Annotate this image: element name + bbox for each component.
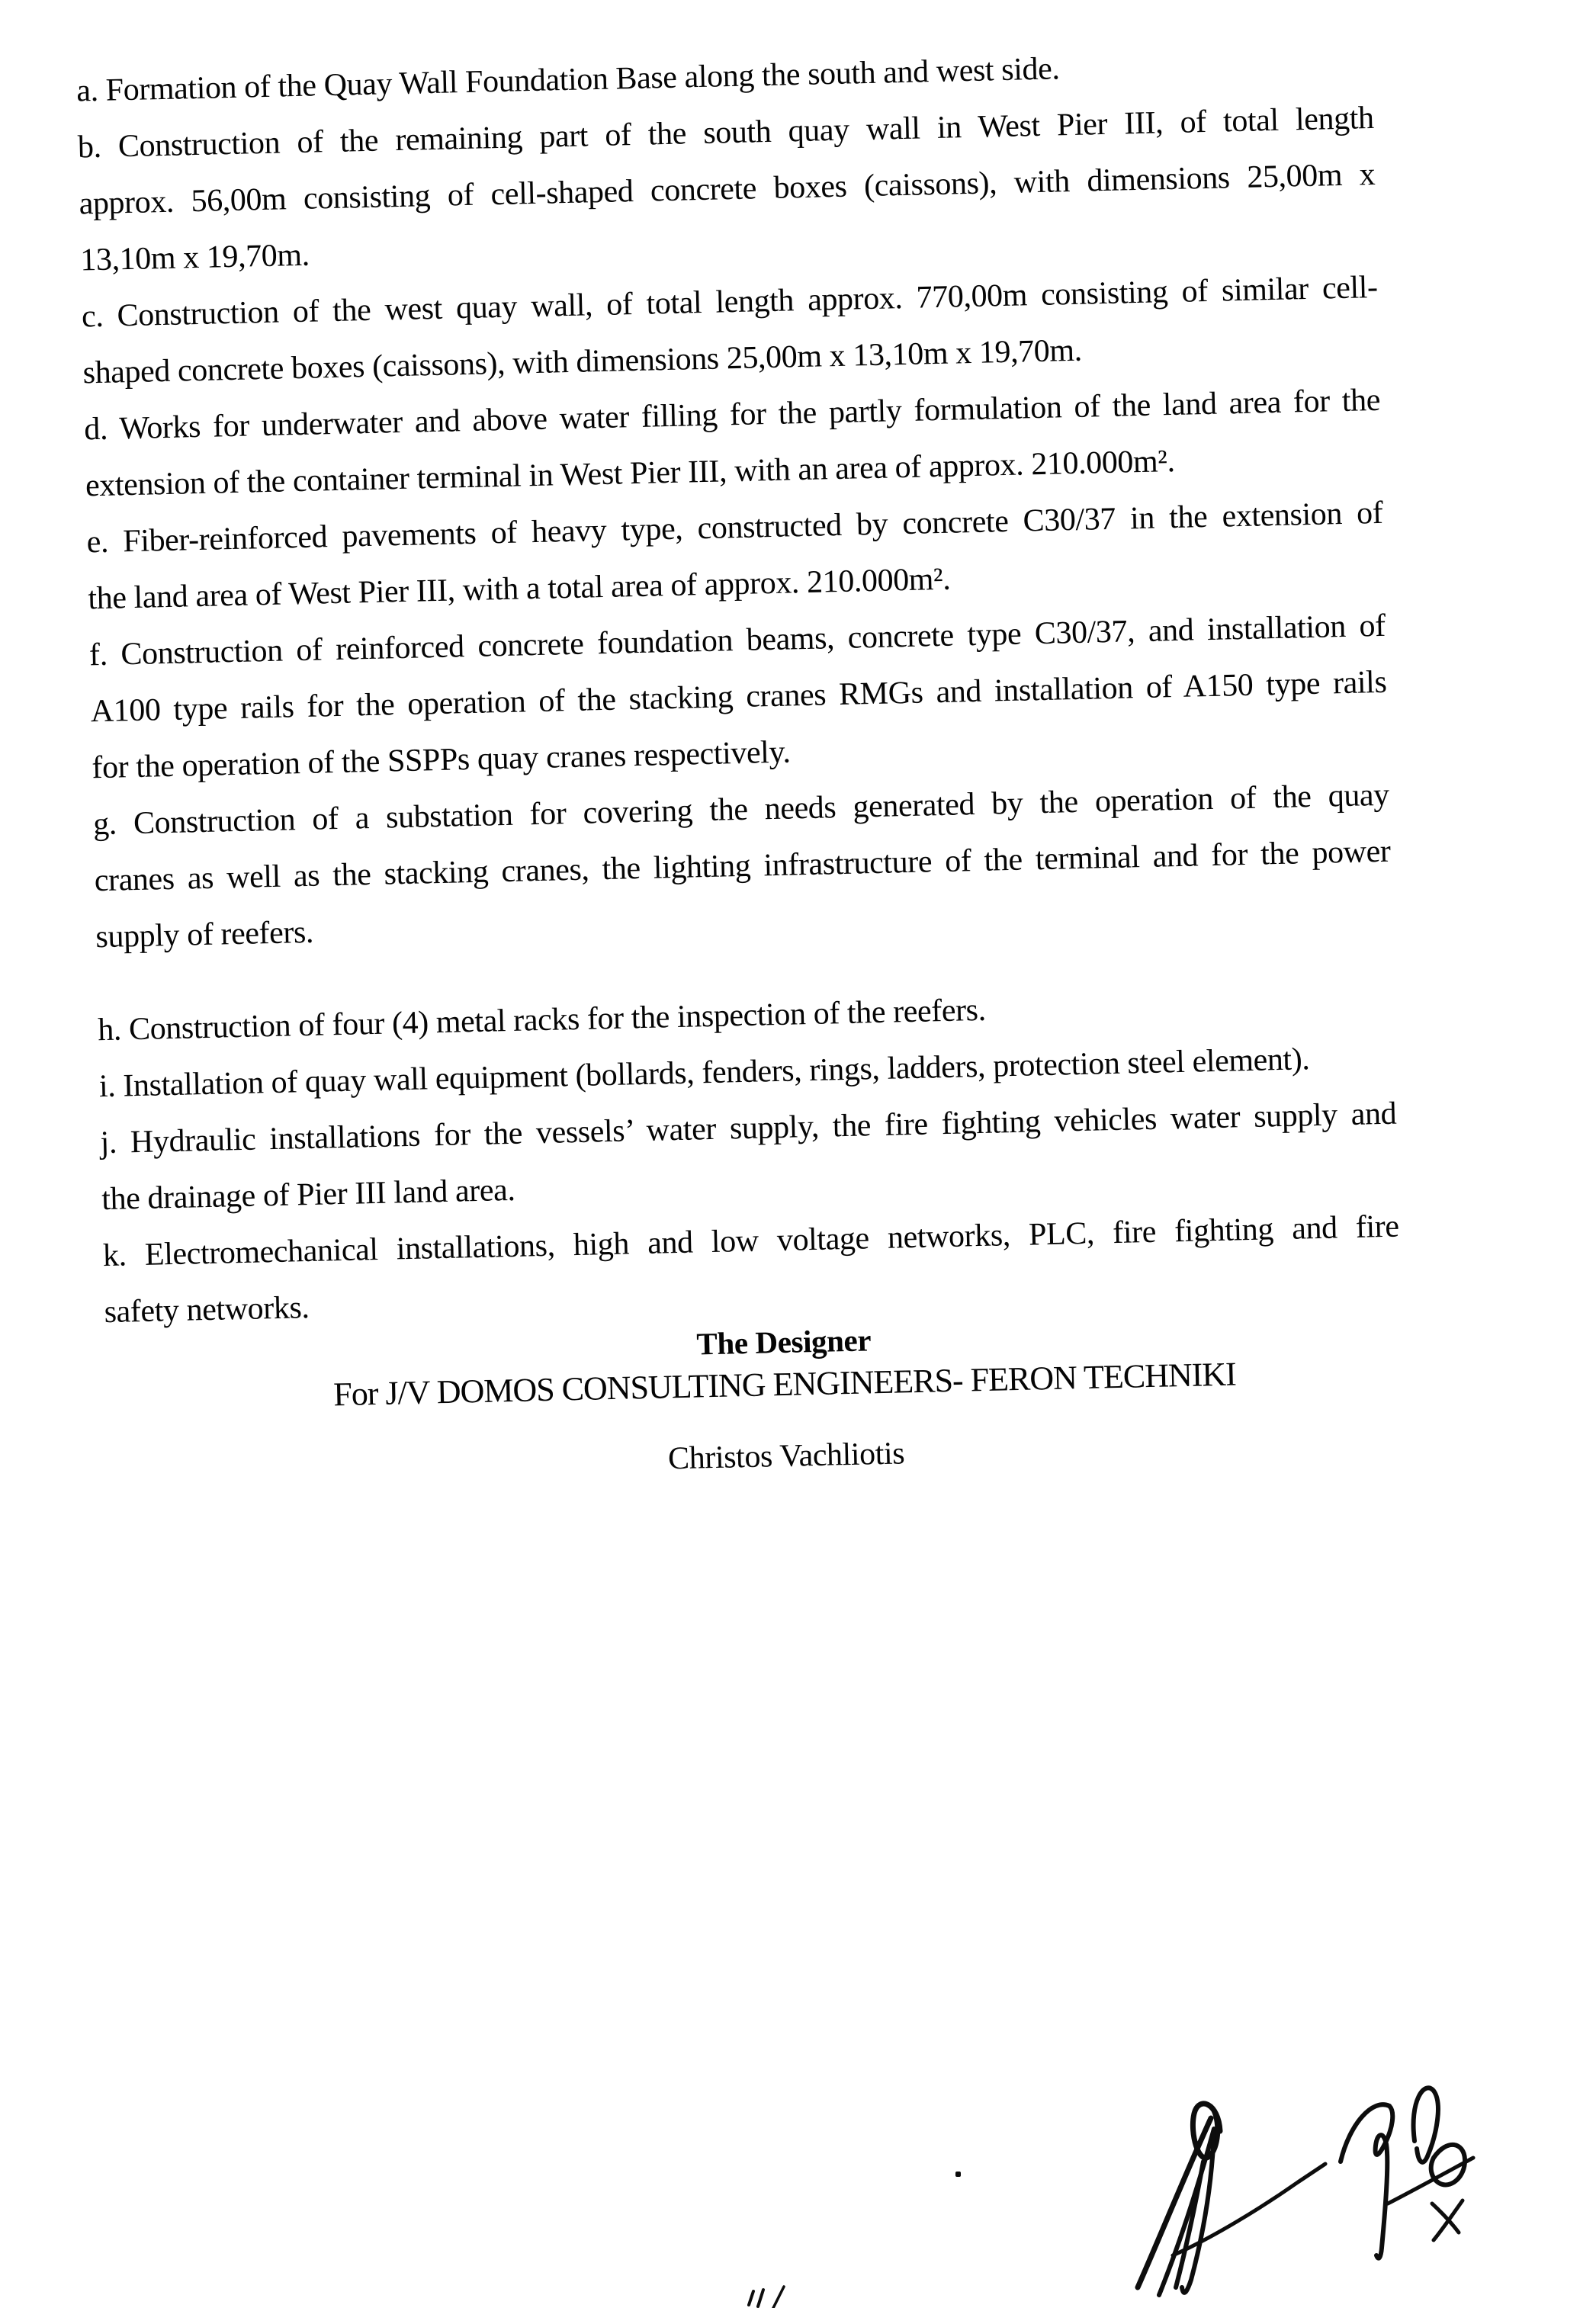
text-line: supply of reefers.	[95, 914, 314, 955]
text-line: b. Construction of the remaining part of the south quay wall in West Pier III, of total length	[77, 100, 1375, 165]
work-item-f	[88, 598, 1389, 797]
text-line: safety networks.	[104, 1290, 310, 1331]
cut-off-ink-mark	[740, 2284, 801, 2308]
handwritten-signatures	[1098, 2059, 1495, 2308]
text-line: k. Electromechanical installations, high and low voltage networks, PLC, fire fighting and fire	[102, 1209, 1400, 1274]
text-line: for the operation of the SSPPs quay cranes respectively.	[91, 734, 791, 786]
text-line: A100 type rails for the operation of the stacking cranes RMGs and installation of A150 type rails	[90, 664, 1387, 730]
text-line: g. Construction of a substation for covering the needs generated by the operation of the quay	[92, 777, 1390, 843]
text-line: c. Construction of the west quay wall, of total length approx. 770,00m consisting of similar cell-	[81, 269, 1379, 335]
signature-left	[1138, 2104, 1325, 2295]
text-line: f. Construction of reinforced concrete foundation beams, concrete type C30/37, and installation of	[88, 608, 1386, 673]
text-line: shaped concrete boxes (caissons), with dimensions 25,00m x 13,10m x 19,70m.	[82, 332, 1083, 391]
text-line: approx. 56,00m consisting of cell-shaped concrete boxes (caissons), with dimensions 25,00m x	[79, 156, 1376, 222]
designer-title: The Designer	[695, 1322, 872, 1362]
work-item-g	[92, 767, 1392, 966]
text-line: cranes as well as the stacking cranes, the lighting infrastructure of the terminal and for the power	[94, 833, 1391, 899]
text-line: j. Hydraulic installations for the vessels’ water supply, the fire fighting vehicles water supply and	[100, 1096, 1397, 1161]
text-line: the drainage of Pier III land area.	[101, 1172, 515, 1218]
text-line: 13,10m x 19,70m.	[79, 237, 310, 278]
ink-speck	[955, 2172, 961, 2177]
work-item-b	[77, 90, 1377, 289]
designer-organization: For J/V DOMOS CONSULTING ENGINEERS- FERON TECHNIKI	[332, 1355, 1237, 1414]
signature-right	[1341, 2088, 1473, 2258]
text-line: a. Formation of the Quay Wall Foundation Base along the south and west side.	[75, 51, 1060, 109]
text-line: d. Works for underwater and above water filling for the partly formulation of the land area for the	[83, 382, 1381, 448]
text-line: extension of the container terminal in West Pier III, with an area of approx. 210.000m².	[85, 443, 1176, 504]
text-line: h. Construction of four (4) metal racks for the inspection of the reefers.	[97, 992, 987, 1048]
text-line: e. Fiber-reinforced pavements of heavy type, constructed by concrete C30/37 in the extension of	[86, 495, 1383, 560]
designer-name: Christos Vachliotis	[667, 1436, 905, 1477]
text-line: i. Installation of quay wall equipment (bollards, fenders, rings, ladders, protection steel element).	[98, 1042, 1310, 1105]
text-line: the land area of West Pier III, with a total area of approx. 210.000m².	[87, 561, 951, 617]
